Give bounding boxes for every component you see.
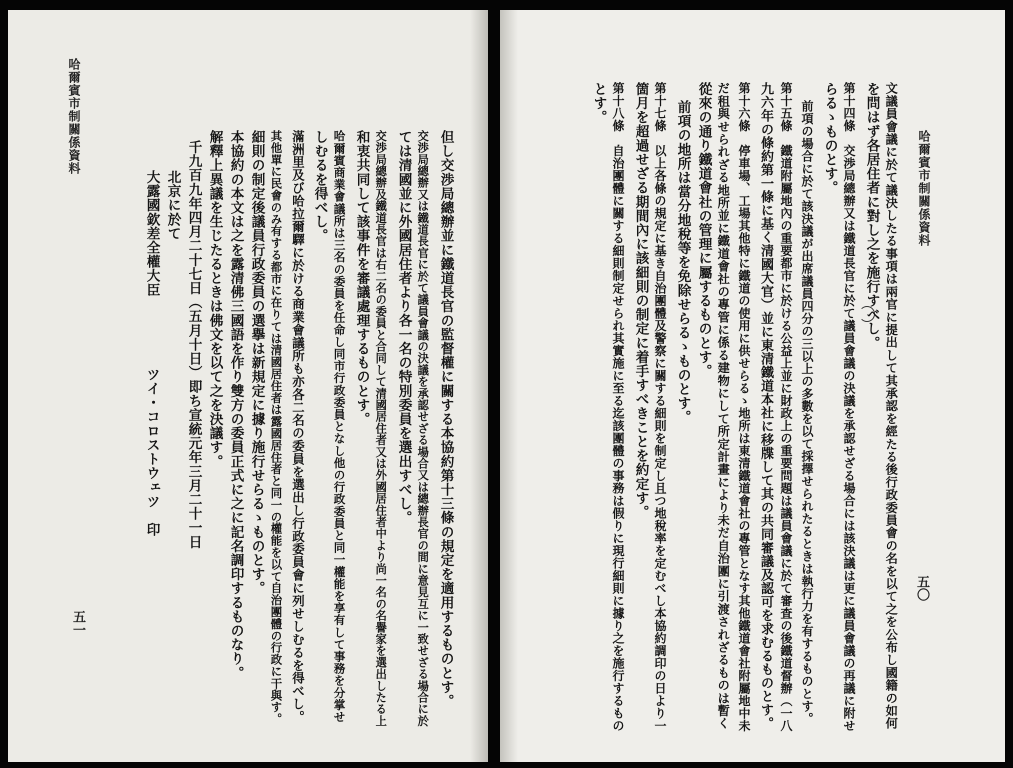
text-column: 細則の制定後議員行政委員の選擧は新規定に據り施行せらるゝものとす。 (248, 130, 265, 596)
text-column: 其他單に民會のみ有する都市に在りては清國居住者は露國居住者と同一の權能を以て自治團體の行政に干與す。 (269, 130, 284, 725)
running-header: 哈爾賓市制關係資料 (67, 58, 81, 175)
text-column: 交渉局總辦及鐵道長官は右二名の委員と合同して清國居住者又は外國居住者中より尚一名の名譽家を選出したる上 (374, 130, 389, 727)
text-column: しむるを得べし。 (311, 130, 328, 243)
right-page (500, 10, 1005, 762)
left-page (8, 10, 488, 762)
text-column: 但し交渉局總辦並に鐵道長官の監督權に關する本協約第十三條の規定を適用するものとす。 (437, 130, 454, 709)
text-column: 和衷共同して該事件を審議處理するものとす。 (353, 130, 370, 427)
page-number: 五〇 (914, 575, 929, 601)
text-column: 解釋上異議を生じたるときは佛文を以て之を決議す。 (206, 130, 223, 469)
text-column: 從來の通り鐵道會社の管理に屬するものとす。 (695, 82, 712, 379)
text-column: だ租與せられざる地所並に鐵道會社の專管に係る建物にして所定計畫により未だ自治團に引渡されざるものは暫く (716, 82, 731, 730)
text-column: とす。 (590, 82, 607, 125)
text-column: 千九百九年四月二十七日（五月十日）即ち宣統元年三月二十一日 (185, 140, 202, 549)
text-column: 本協約の本文は之を露清佛三國語を作り雙方の委員正式に之に記名調印するものなり。 (227, 130, 244, 680)
text-column: らるゝものとす。 (821, 82, 838, 195)
text-column: 交渉局總辦又は鐵道長官に於て議員會議の決議を承認せざる場合又は總辦長官の間に意見互に一致せざる場合に於 (416, 130, 431, 727)
text-column: 前項の場合に於て該決議が出席議員四分の三以上の多數を以て採擇せられたるときは執行力を有するものとす。 (800, 100, 814, 725)
running-header: 哈爾賓市制關係資料 (917, 130, 931, 247)
page-number: 五一 (70, 610, 85, 636)
text-column: 哈爾賓商業會議所は三名の委員を任命し同市行政委員となし他の行政委員と同一權能を享有して事務を分掌せ (332, 130, 347, 723)
text-column: 北京に於て (164, 170, 181, 241)
text-column: 前項の地所は當分地稅等を免除せらるゝものとす。 (674, 100, 691, 425)
text-column: 第十四條 交渉局總辦又は鐵道長官に於て議員會議の決議を承認せざる場合には該決議は更に議員會議の再議に附せ (842, 82, 856, 732)
text-column: 滿洲里及び哈拉爾驛に於ける商業會議所も亦各二名の委員を選出し行政委員會に列せしむるを得べし。 (290, 130, 306, 724)
text-column: 大露國欽差全權大臣 ツイ・コロストウェツ 印 (143, 170, 160, 537)
text-column: を問はず各居住者に對し之を施行すべし。 (863, 82, 880, 350)
text-column: 箇月を超過せざる期間內に該細則の制定に着手すべきことを約定す。 (632, 82, 649, 520)
text-column: 第十六條 停車場、工場其他特に鐵道の使用に供せらるゝ地所は東清鐵道會社の專管となす其他鐵道會社附屬地中未 (737, 82, 751, 732)
text-column: 第十五條 鐵道附屬地內の重要都市に於ける公益上並に財政上の重要問題は議員會議に於て審査の後鐵道督辦（一八 (779, 82, 793, 732)
text-column: 第十七條 以上各條の規定に基き自治團體及警察に關する細則を制定し且つ地稅率を定むべし本協約調印の日より一 (653, 82, 667, 732)
text-column: ては清國並に外國居住者より各一名の特別委員を選出すべし。 (395, 130, 412, 525)
gutter-shadow (470, 10, 488, 762)
text-column: 第十八條 自治團體に關する細則制定せられ其實施に至る迄該團體の事務は假りに現行細則に據り之を施行するもの (611, 82, 625, 732)
text-column: 九六年の條約第一條に基く清國大官）並に東清鐵道本社に移牒して其の共同審議及認可を求むるものとす。 (758, 82, 773, 730)
text-column: 文議員會議に於て議決したる事項は兩官に提出して其承認を經たる後行政委員會の名を以て之を公布し國籍の如何 (884, 82, 899, 730)
gutter-shadow (500, 10, 518, 762)
